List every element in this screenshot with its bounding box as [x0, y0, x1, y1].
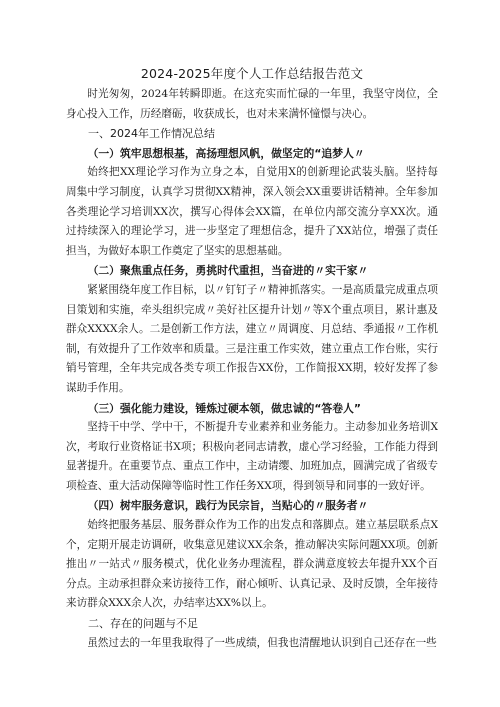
document-title: 2024-2025年度个人工作总结报告范文	[140, 66, 364, 81]
subsection-4-body: 始终把服务基层、服务群众作为工作的出发点和落脚点。建立基层联系点X个，定期开展走访调研，收集意见建议XX余条，推动解决实际问题XX项。创新推出〃一站式〃服务模式，优化业务办理流程，群众满意度较去年提升XX个百分点。主动承担群众来访接待工作，耐心倾听、认真记录、及时反馈，全年接待来访群众XXX余人次，办结率达XX%以上。	[66, 519, 438, 610]
subsection-2-heading: （二）聚焦重点任务，勇挑时代重担，当奋进的〃实干家〃	[87, 264, 369, 278]
section-2-body: 虽然过去的一年里我取得了一些成绩，但我也清醒地认识到自己还存在一些	[87, 636, 437, 649]
subsection-1-body: 始终把XX理论学习作为立身之本，自觉用X的创新理论武装头脑。坚持每周集中学习制度，认真学习贯彻XX精神，深入领会XX重要讲话精神。全年参加各类理论学习培训XX次，撰写心得体会XX篇，在单位内部交流分享XX次。通过持续深入的理论学习，进一步坚定了理想信念，提升了XX站位，增强了责任担当，为做好本职工作奠定了坚实的思想基础。	[66, 166, 438, 257]
section-2-heading: 二、存在的问题与不足	[88, 617, 198, 631]
subsection-3-body: 坚持干中学、学中干，不断提升专业素养和业务能力。主动参加业务培训X次，考取行业资格证书X项；积极向老同志请教，虚心学习经验，工作能力得到显著提升。在重要节点、重点工作中，主动请缨、加班加点，圆满完成了省级专项检查、重大活动保障等临时性工作任务XX项，得到领导和同事的一致好评。	[66, 421, 438, 492]
subsection-3-heading: （三）强化能力建设，锤炼过硬本领，做忠诚的“答卷人”	[87, 401, 361, 415]
subsection-4-heading: （四）树牢服务意识，践行为民宗旨，当贴心的〃服务者〃	[87, 499, 369, 513]
subsection-2-body: 紧紧围绕年度工作目标，以〃钉钉子〃精神抓落实。一是高质量完成重点项目策划和实施，牵头组织完成〃美好社区提升计划〃等X个重点项目，累计惠及群众XXXX余人。二是创新工作方法，建立〃周调度、月总结、季通报〃工作机制，有效提升了工作效率和质量。三是注重工作实效，建立重点工作台账，实行销号管理，全年共完成各类专项工作报告XX份，工作简报XX期，较好发挥了参谋助手作用。	[66, 283, 438, 394]
intro-paragraph: 时光匆匆，2024年转瞬即逝。在这充实而忙碌的一年里，我坚守岗位，全身心投入工作，历经磨砺，收获成长，也对未来满怀憧憬与决心。	[66, 88, 438, 120]
section-1-heading: 一、2024年工作情况总结	[88, 127, 215, 141]
subsection-1-heading: （一）筑牢思想根基，高扬理想风帆，做坚定的“追梦人〃	[87, 146, 365, 160]
